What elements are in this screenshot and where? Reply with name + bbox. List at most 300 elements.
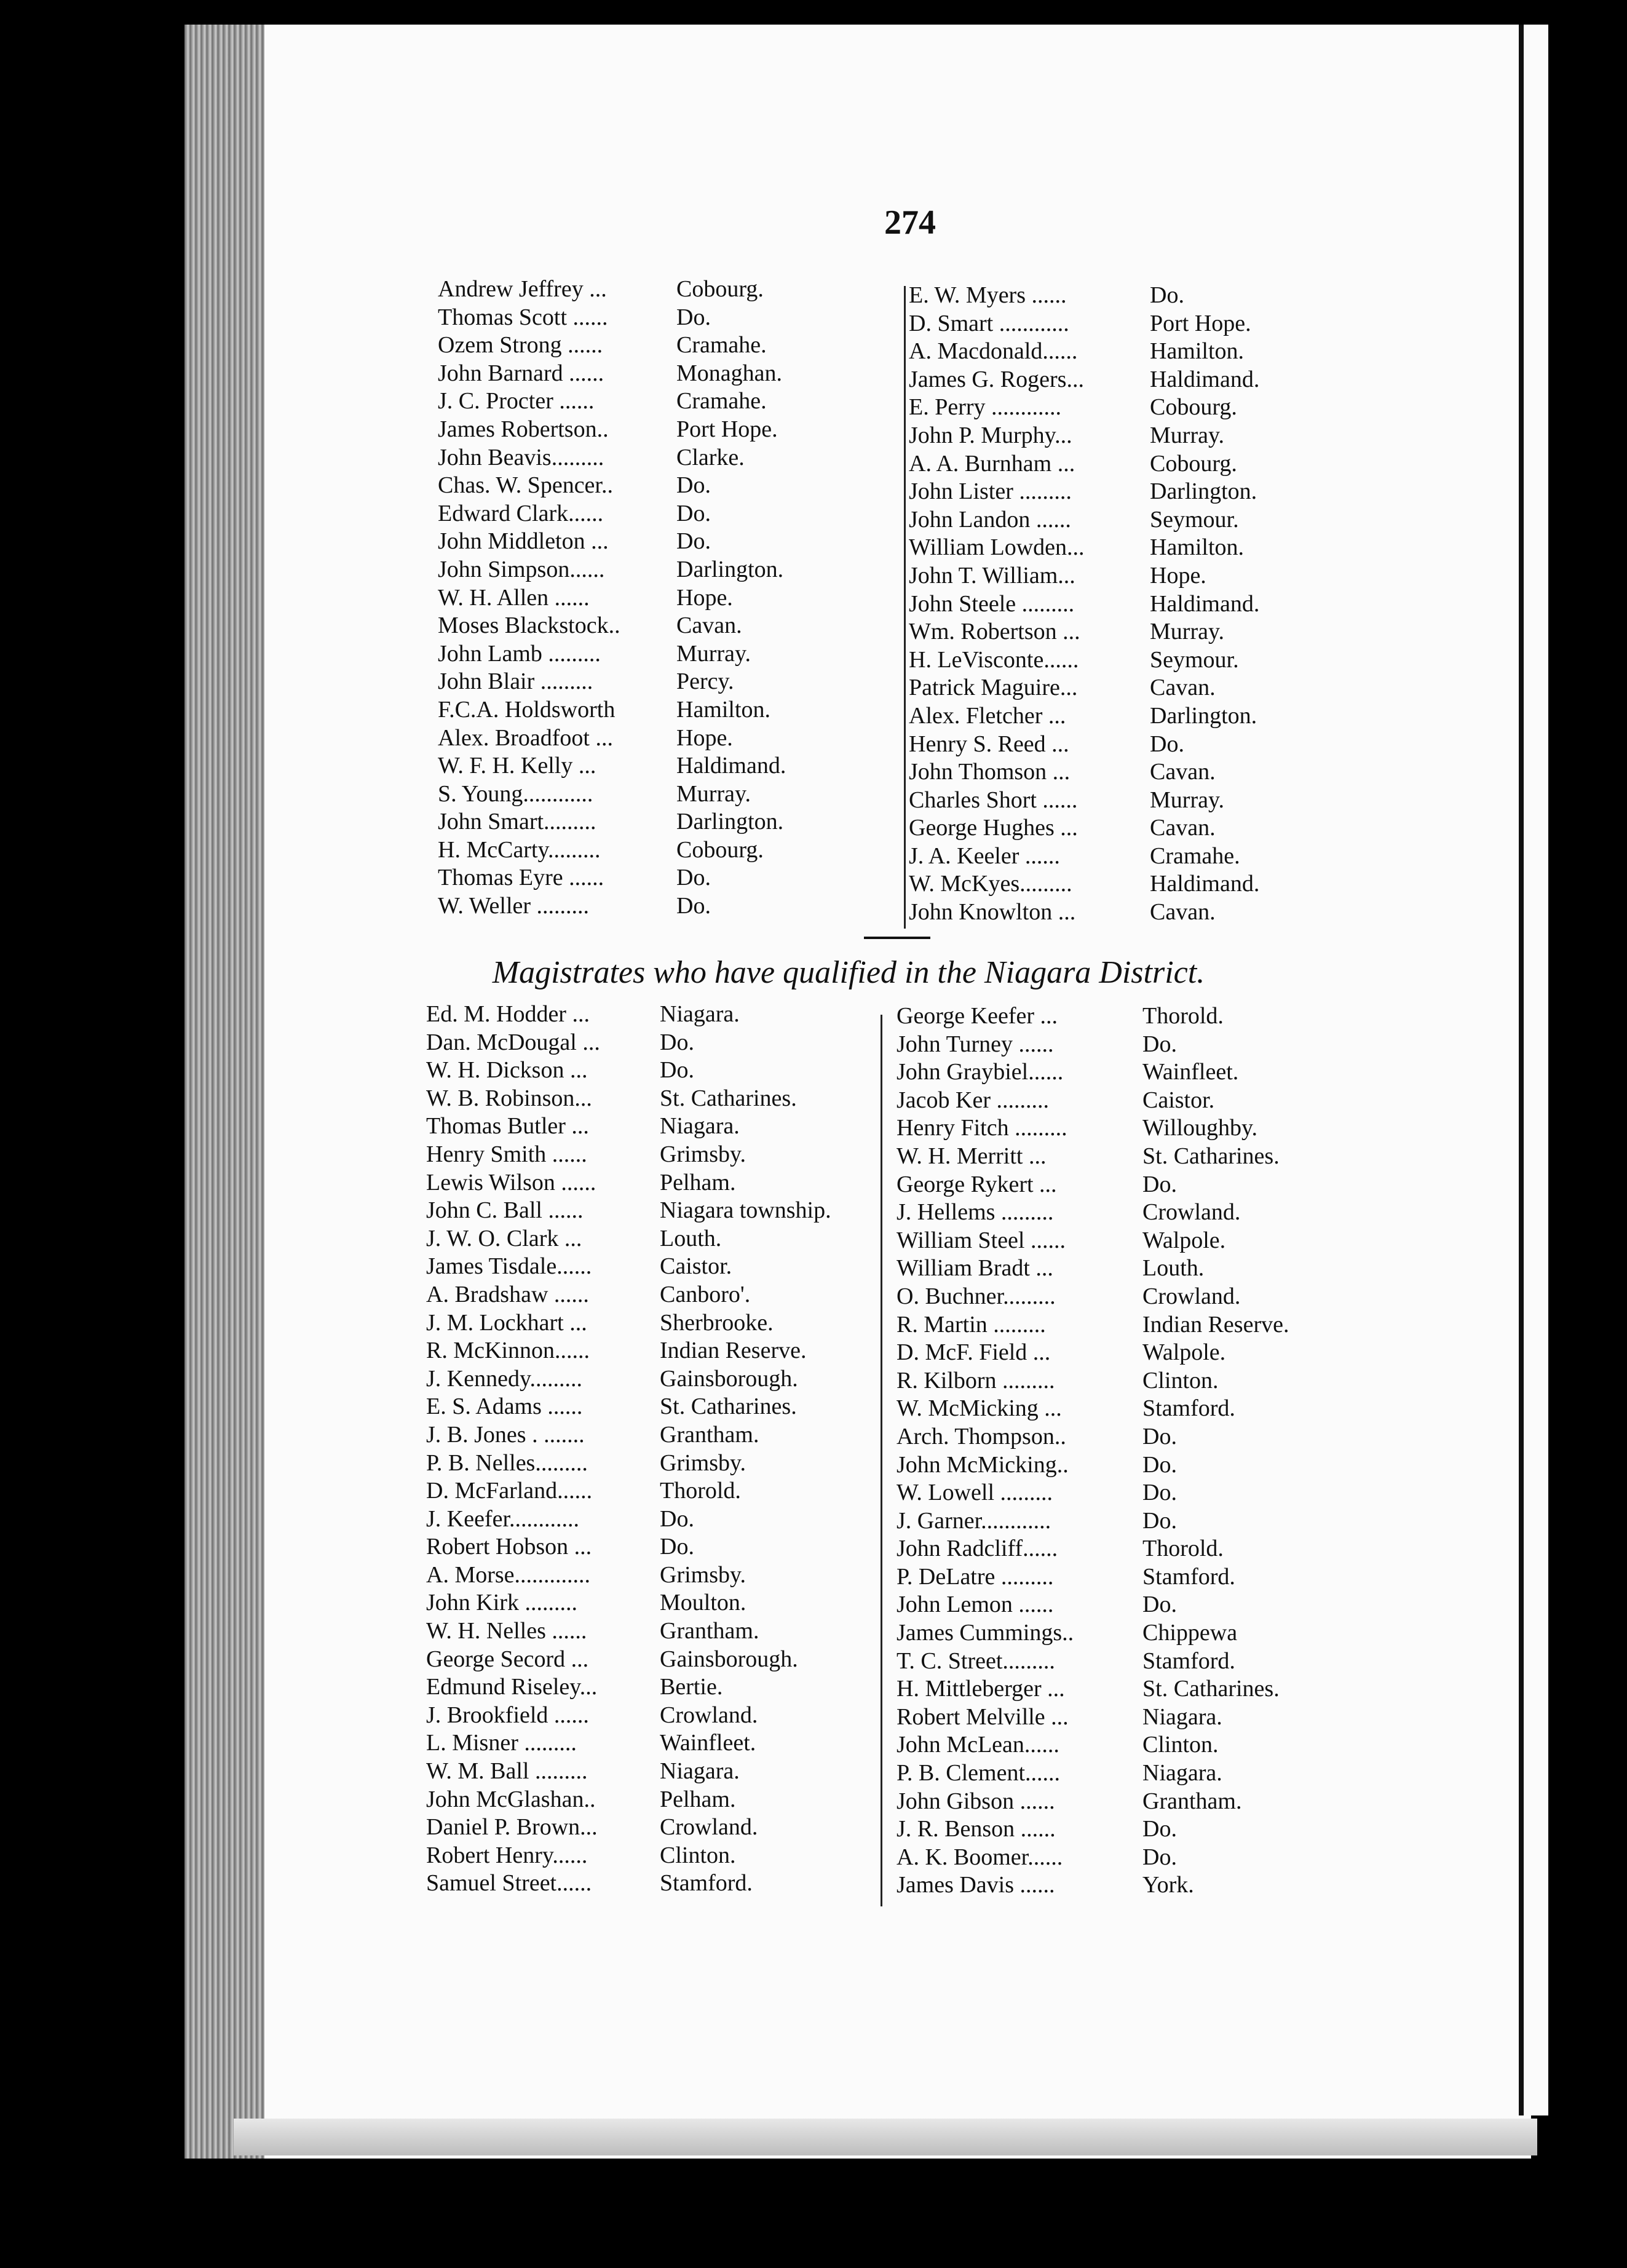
magistrate-entry — [426, 1758, 893, 1786]
magistrate-entry — [897, 1031, 1388, 1059]
magistrate-place: Darlington. — [676, 556, 784, 582]
magistrate-place: Crowland. — [1142, 1283, 1241, 1309]
magistrate-name: John Gibson ...... — [897, 1788, 1055, 1814]
magistrate-entry — [909, 814, 1376, 843]
magistrate-name: W. H. Merritt ... — [897, 1143, 1047, 1169]
magistrate-entry — [909, 338, 1376, 366]
magistrate-name: James G. Rogers... — [909, 366, 1084, 392]
magistrate-name: James Cummings.. — [897, 1620, 1074, 1646]
magistrate-place: Port Hope. — [1150, 310, 1251, 336]
magistrate-name: Henry Smith ...... — [426, 1141, 587, 1167]
magistrate-place: Sherbrooke. — [660, 1309, 774, 1336]
section2-column-divider — [881, 1015, 882, 1906]
magistrate-entry — [438, 304, 887, 332]
magistrate-entry — [438, 416, 887, 444]
magistrate-entry — [426, 1477, 893, 1505]
magistrate-place: Bertie. — [660, 1674, 723, 1700]
magistrate-place: Grimsby. — [660, 1141, 746, 1167]
section-heading: Magistrates who have qualified in the Niagara District. — [492, 955, 1205, 990]
magistrate-place: Murray. — [676, 640, 751, 667]
magistrate-place: Do. — [660, 1057, 694, 1084]
magistrate-place: Stamford. — [1142, 1395, 1235, 1422]
magistrate-name: John Lamb ......... — [438, 640, 601, 667]
magistrate-entry — [909, 758, 1376, 787]
magistrate-entry — [909, 898, 1376, 927]
magistrate-name: James Davis ...... — [897, 1872, 1055, 1898]
magistrate-place: Grantham. — [1142, 1788, 1242, 1814]
magistrate-name: J. A. Keeler ...... — [909, 843, 1060, 869]
magistrate-place: Hope. — [1150, 562, 1206, 589]
magistrate-entry — [909, 282, 1376, 310]
magistrate-name: Henry Fitch ......... — [897, 1115, 1067, 1141]
magistrate-place: Indian Reserve. — [1142, 1311, 1289, 1338]
magistrate-place: Do. — [1142, 1451, 1177, 1478]
magistrate-place: Cavan. — [1150, 899, 1216, 926]
magistrate-place: St. Catharines. — [660, 1085, 797, 1111]
magistrate-entry — [438, 668, 887, 696]
magistrate-entry — [909, 366, 1376, 394]
magistrate-name: George Hughes ... — [909, 815, 1078, 841]
magistrate-place: Cavan. — [1150, 675, 1216, 701]
magistrate-name: Alex. Fletcher ... — [909, 702, 1066, 729]
magistrate-entry — [426, 1365, 893, 1394]
magistrate-entry — [438, 808, 887, 836]
magistrate-place: Niagara. — [660, 1113, 740, 1140]
magistrate-entry — [426, 1281, 893, 1309]
magistrate-entry — [438, 387, 887, 416]
page-stack-edge — [184, 25, 271, 2159]
magistrate-place: Crowland. — [1142, 1199, 1241, 1226]
magistrate-name: R. Martin ......... — [897, 1311, 1046, 1338]
section2-right-column — [897, 1002, 1388, 1900]
magistrate-name: W. H. Nelles ...... — [426, 1618, 587, 1644]
magistrate-entry — [426, 1729, 893, 1758]
magistrate-name: Dan. McDougal ... — [426, 1029, 600, 1055]
magistrate-entry — [909, 702, 1376, 731]
magistrate-place: Grimsby. — [660, 1449, 746, 1476]
magistrate-name: W. McKyes......... — [909, 871, 1072, 897]
magistrate-place: Thorold. — [1142, 1536, 1224, 1562]
magistrate-entry — [426, 1393, 893, 1421]
magistrate-entry — [438, 360, 887, 388]
magistrate-entry — [897, 1199, 1388, 1227]
magistrate-entry — [426, 1814, 893, 1842]
magistrate-place: Hamilton. — [1150, 534, 1245, 561]
magistrate-entry — [897, 1675, 1388, 1703]
magistrate-place: Thorold. — [1142, 1003, 1224, 1029]
magistrate-name: J. Garner............ — [897, 1507, 1051, 1534]
magistrate-entry — [897, 1087, 1388, 1115]
magistrate-name: P. B. Clement...... — [897, 1760, 1061, 1786]
magistrate-entry — [909, 506, 1376, 534]
magistrate-entry — [897, 1255, 1388, 1283]
magistrate-place: St. Catharines. — [1142, 1143, 1280, 1169]
magistrate-place: Hope. — [676, 724, 733, 751]
magistrate-name: P. DeLatre ......... — [897, 1563, 1054, 1590]
magistrate-entry — [909, 674, 1376, 702]
magistrate-name: John Smart......... — [438, 809, 596, 835]
magistrate-name: Arch. Thompson.. — [897, 1423, 1066, 1449]
magistrate-name: Thomas Butler ... — [426, 1113, 589, 1140]
magistrate-name: John Lemon ...... — [897, 1592, 1054, 1618]
magistrate-entry — [438, 836, 887, 865]
magistrate-name: John Kirk ......... — [426, 1590, 577, 1616]
magistrate-place: Crowland. — [660, 1702, 758, 1728]
magistrate-entry — [897, 1171, 1388, 1199]
magistrate-place: Do. — [1142, 1592, 1177, 1618]
magistrate-place: Niagara. — [1142, 1703, 1222, 1730]
magistrate-name: John Knowlton ... — [909, 899, 1076, 926]
magistrate-entry — [897, 1759, 1388, 1788]
magistrate-name: John McLean...... — [897, 1732, 1059, 1758]
magistrate-entry — [909, 787, 1376, 815]
magistrate-name: Moses Blackstock.. — [438, 613, 620, 639]
section1-right-column — [909, 282, 1376, 927]
magistrate-place: Canboro'. — [660, 1281, 751, 1307]
magistrate-entry — [438, 331, 887, 360]
magistrate-name: F.C.A. Holdsworth — [438, 696, 616, 723]
magistrate-place: Niagara. — [660, 1001, 740, 1027]
magistrate-entry — [426, 1449, 893, 1478]
magistrate-name: Alex. Broadfoot ... — [438, 724, 613, 751]
magistrate-place: Do. — [1142, 1507, 1177, 1534]
magistrate-entry — [438, 276, 887, 304]
magistrate-place: Louth. — [660, 1225, 722, 1251]
magistrate-place: Willoughby. — [1142, 1115, 1258, 1141]
magistrate-entry — [897, 1058, 1388, 1087]
magistrate-name: J. C. Procter ...... — [438, 388, 595, 414]
facing-page-edge — [1519, 25, 1548, 2115]
magistrate-place: Grantham. — [660, 1421, 759, 1448]
magistrate-entry — [909, 618, 1376, 646]
magistrate-place: Cobourg. — [1150, 450, 1237, 477]
magistrate-name: James Tisdale...... — [426, 1253, 592, 1280]
magistrate-place: Murray. — [1150, 619, 1224, 645]
magistrate-place: Niagara township. — [660, 1197, 831, 1224]
magistrate-entry — [897, 1114, 1388, 1143]
magistrate-entry — [438, 472, 887, 500]
magistrate-place: Niagara. — [660, 1758, 740, 1785]
magistrate-place: Gainsborough. — [660, 1365, 798, 1392]
magistrate-place: Clinton. — [1142, 1732, 1219, 1758]
magistrate-entry — [438, 892, 887, 921]
magistrate-place: Pelham. — [660, 1169, 736, 1195]
magistrate-name: John Blair ......... — [438, 668, 593, 695]
magistrate-name: J. Kennedy......... — [426, 1365, 582, 1392]
magistrate-entry — [897, 1367, 1388, 1395]
magistrate-name: John Steele ......... — [909, 590, 1075, 617]
magistrate-entry — [438, 696, 887, 724]
magistrate-name: Ed. M. Hodder ... — [426, 1001, 590, 1027]
magistrate-entry — [438, 444, 887, 472]
magistrate-place: Haldimand. — [1150, 366, 1260, 392]
magistrate-entry — [909, 646, 1376, 675]
magistrate-name: W. F. H. Kelly ... — [438, 753, 596, 779]
magistrate-name: A. Morse............. — [426, 1561, 591, 1588]
magistrate-entry — [426, 1533, 893, 1561]
magistrate-place: Monaghan. — [676, 360, 783, 386]
magistrate-name: J. Keefer............ — [426, 1505, 580, 1532]
magistrate-name: E. Perry ............ — [909, 394, 1062, 421]
magistrate-name: John Thomson ... — [909, 759, 1071, 785]
magistrate-entry — [897, 1619, 1388, 1647]
magistrate-entry — [426, 1197, 893, 1225]
magistrate-place: Cramahe. — [676, 332, 767, 359]
magistrate-place: Cramahe. — [1150, 843, 1240, 869]
magistrate-place: Clinton. — [660, 1842, 736, 1868]
magistrate-entry — [438, 556, 887, 584]
magistrate-place: Port Hope. — [676, 416, 778, 442]
magistrate-place: Caistor. — [1142, 1087, 1215, 1113]
magistrate-place: Indian Reserve. — [660, 1338, 807, 1364]
magistrate-name: Samuel Street...... — [426, 1870, 592, 1897]
magistrate-place: Do. — [676, 893, 711, 919]
magistrate-place: Niagara. — [1142, 1760, 1222, 1786]
magistrate-entry — [438, 640, 887, 668]
magistrate-entry — [909, 843, 1376, 871]
magistrate-place: Stamford. — [1142, 1563, 1235, 1590]
magistrate-name: John Middleton ... — [438, 528, 609, 555]
magistrate-place: Thorold. — [660, 1478, 741, 1504]
magistrate-entry — [909, 870, 1376, 898]
magistrate-entry — [897, 1227, 1388, 1255]
magistrate-place: Cobourg. — [676, 836, 764, 863]
magistrate-name: Robert Melville ... — [897, 1703, 1069, 1730]
magistrate-entry — [426, 1505, 893, 1534]
magistrate-entry — [897, 1283, 1388, 1311]
magistrate-name: George Rykert ... — [897, 1171, 1057, 1197]
magistrate-name: D. Smart ............ — [909, 310, 1069, 336]
magistrate-entry — [426, 1001, 893, 1029]
magistrate-entry — [909, 310, 1376, 338]
magistrate-place: Cavan. — [676, 613, 742, 639]
magistrate-place: Darlington. — [1150, 702, 1257, 729]
magistrate-name: L. Misner ......... — [426, 1730, 577, 1756]
magistrate-name: A. Bradshaw ...... — [426, 1281, 589, 1307]
magistrate-entry — [438, 584, 887, 613]
magistrate-name: Jacob Ker ......... — [897, 1087, 1049, 1113]
magistrate-place: Do. — [676, 304, 711, 330]
magistrate-place: Clinton. — [1142, 1367, 1219, 1394]
magistrate-place: Do. — [1150, 731, 1184, 757]
magistrate-name: Thomas Scott ...... — [438, 304, 608, 330]
magistrate-entry — [897, 1339, 1388, 1367]
magistrate-entry — [426, 1112, 893, 1141]
magistrate-place: Pelham. — [660, 1786, 736, 1812]
magistrate-name: W. McMicking ... — [897, 1395, 1062, 1422]
page-bottom-edge — [234, 2119, 1537, 2155]
magistrate-entry — [897, 1647, 1388, 1676]
magistrate-entry — [897, 1815, 1388, 1844]
magistrate-name: E. W. Myers ...... — [909, 282, 1067, 308]
magistrate-name: John McMicking.. — [897, 1451, 1069, 1478]
magistrate-name: Robert Henry...... — [426, 1842, 588, 1868]
magistrate-entry — [426, 1057, 893, 1085]
magistrate-entry — [897, 1844, 1388, 1872]
magistrate-place: Darlington. — [1150, 478, 1257, 505]
magistrate-name: Henry S. Reed ... — [909, 731, 1069, 757]
magistrate-name: Andrew Jeffrey ... — [438, 276, 607, 302]
magistrate-name: W. H. Allen ...... — [438, 584, 590, 611]
magistrate-name: John P. Murphy... — [909, 422, 1072, 448]
magistrate-name: John T. William... — [909, 562, 1075, 589]
magistrate-place: Louth. — [1142, 1255, 1205, 1282]
magistrate-place: Seymour. — [1150, 646, 1239, 673]
magistrate-entry — [426, 1617, 893, 1646]
magistrate-name: R. Kilborn ......... — [897, 1367, 1055, 1394]
magistrate-entry — [426, 1141, 893, 1169]
magistrate-entry — [909, 534, 1376, 562]
magistrate-place: Moulton. — [660, 1590, 746, 1616]
magistrate-place: Hamilton. — [676, 696, 771, 723]
magistrate-entry — [426, 1842, 893, 1870]
magistrate-entry — [438, 612, 887, 640]
magistrate-name: H. LeVisconte...... — [909, 646, 1079, 673]
magistrate-place: Wainfleet. — [660, 1730, 756, 1756]
magistrate-place: Cobourg. — [676, 276, 764, 302]
magistrate-name: S. Young............ — [438, 780, 593, 807]
magistrate-place: Do. — [676, 528, 711, 555]
magistrate-entry — [897, 1507, 1388, 1536]
magistrate-place: Do. — [1142, 1423, 1177, 1449]
magistrate-name: J. Hellems ......... — [897, 1199, 1054, 1226]
magistrate-name: Lewis Wilson ...... — [426, 1169, 596, 1195]
magistrate-entry — [897, 1143, 1388, 1171]
magistrate-entry — [426, 1702, 893, 1730]
magistrate-name: H. McCarty......... — [438, 836, 601, 863]
magistrate-name: J. B. Jones . ....... — [426, 1421, 585, 1448]
page-number: 274 — [884, 204, 936, 242]
magistrate-place: Do. — [676, 865, 711, 891]
magistrate-name: Robert Hobson ... — [426, 1534, 592, 1560]
magistrate-entry — [897, 1788, 1388, 1816]
magistrate-name: John Graybiel...... — [897, 1059, 1064, 1085]
magistrate-name: A. Macdonald...... — [909, 338, 1078, 365]
magistrate-name: J. W. O. Clark ... — [426, 1225, 582, 1251]
magistrate-name: W. Lowell ......... — [897, 1480, 1053, 1506]
magistrate-name: Chas. W. Spencer.. — [438, 472, 613, 499]
magistrate-entry — [909, 394, 1376, 422]
magistrate-entry — [897, 1871, 1388, 1900]
magistrate-name: William Steel ...... — [897, 1227, 1066, 1253]
magistrate-name: P. B. Nelles......... — [426, 1449, 588, 1476]
magistrate-place: Murray. — [1150, 422, 1224, 448]
magistrate-name: W. Weller ......... — [438, 893, 590, 919]
magistrate-entry — [438, 528, 887, 556]
magistrate-place: Clarke. — [676, 444, 745, 470]
magistrate-name: J. Brookfield ...... — [426, 1702, 589, 1728]
magistrate-place: Walpole. — [1142, 1227, 1226, 1253]
magistrate-entry — [897, 1311, 1388, 1339]
magistrate-place: Wainfleet. — [1142, 1059, 1239, 1085]
magistrate-entry — [897, 1002, 1388, 1031]
magistrate-entry — [426, 1337, 893, 1365]
magistrate-entry — [438, 780, 887, 809]
magistrate-place: Do. — [1142, 1171, 1177, 1197]
magistrate-place: Walpole. — [1142, 1339, 1226, 1366]
magistrate-name: Wm. Robertson ... — [909, 619, 1080, 645]
magistrate-entry — [426, 1309, 893, 1338]
magistrate-place: Grimsby. — [660, 1561, 746, 1588]
magistrate-entry — [909, 590, 1376, 619]
magistrate-place: Darlington. — [676, 809, 784, 835]
magistrate-name: John Landon ...... — [909, 506, 1071, 533]
magistrate-entry — [897, 1535, 1388, 1563]
magistrate-name: Daniel P. Brown... — [426, 1814, 598, 1841]
magistrate-entry — [897, 1703, 1388, 1732]
magistrate-name: A. K. Boomer...... — [897, 1844, 1063, 1870]
magistrate-name: Charles Short ...... — [909, 787, 1078, 813]
magistrate-entry — [426, 1673, 893, 1702]
magistrate-entry — [909, 562, 1376, 590]
magistrate-place: Caistor. — [660, 1253, 732, 1280]
magistrate-entry — [897, 1591, 1388, 1619]
magistrate-entry — [426, 1421, 893, 1449]
magistrate-name: Edward Clark...... — [438, 500, 604, 526]
magistrate-entry — [426, 1225, 893, 1253]
magistrate-place: Cavan. — [1150, 815, 1216, 841]
magistrate-entry — [909, 450, 1376, 478]
section2-left-column — [426, 1001, 893, 1898]
magistrate-name: D. McFarland...... — [426, 1478, 593, 1504]
magistrate-place: Haldimand. — [676, 753, 786, 779]
magistrate-entry — [426, 1870, 893, 1898]
magistrate-entry — [426, 1253, 893, 1281]
magistrate-name: John Simpson...... — [438, 556, 605, 582]
magistrate-entry — [426, 1589, 893, 1617]
magistrate-name: John C. Ball ...... — [426, 1197, 584, 1224]
section1-left-column — [438, 276, 887, 921]
magistrate-place: Do. — [676, 472, 711, 499]
magistrate-entry — [897, 1563, 1388, 1592]
magistrate-name: R. McKinnon...... — [426, 1338, 590, 1364]
magistrate-place: Haldimand. — [1150, 871, 1260, 897]
magistrate-entry — [426, 1169, 893, 1197]
magistrate-name: James Robertson.. — [438, 416, 609, 442]
magistrate-name: William Lowden... — [909, 534, 1085, 561]
magistrate-entry — [426, 1029, 893, 1057]
magistrate-place: St. Catharines. — [660, 1394, 797, 1420]
section1-column-divider — [904, 286, 906, 929]
magistrate-place: Grantham. — [660, 1618, 759, 1644]
magistrate-name: John Barnard ...... — [438, 360, 604, 386]
magistrate-place: Murray. — [1150, 787, 1224, 813]
magistrate-entry — [426, 1786, 893, 1814]
magistrate-place: Do. — [660, 1534, 694, 1560]
magistrate-place: Haldimand. — [1150, 590, 1260, 617]
magistrate-place: Gainsborough. — [660, 1646, 798, 1672]
magistrate-entry — [426, 1561, 893, 1590]
magistrate-name: D. McF. Field ... — [897, 1339, 1051, 1366]
magistrate-entry — [897, 1451, 1388, 1480]
magistrate-name: John Beavis......... — [438, 444, 604, 470]
magistrate-entry — [438, 500, 887, 528]
magistrate-name: William Bradt ... — [897, 1255, 1053, 1282]
magistrate-place: Crowland. — [660, 1814, 758, 1841]
magistrate-entry — [426, 1085, 893, 1113]
magistrate-place: Do. — [1142, 1480, 1177, 1506]
magistrate-place: Do. — [1150, 282, 1184, 308]
magistrate-name: W. B. Robinson... — [426, 1085, 592, 1111]
magistrate-name: John Lister ......... — [909, 478, 1072, 505]
magistrate-place: Stamford. — [1142, 1647, 1235, 1674]
magistrate-place: Hope. — [676, 584, 733, 611]
magistrate-place: Percy. — [676, 668, 734, 695]
section-rule — [864, 937, 930, 939]
magistrate-name: W. M. Ball ......... — [426, 1758, 588, 1785]
magistrate-place: Do. — [676, 500, 711, 526]
magistrate-place: Hamilton. — [1150, 338, 1245, 365]
